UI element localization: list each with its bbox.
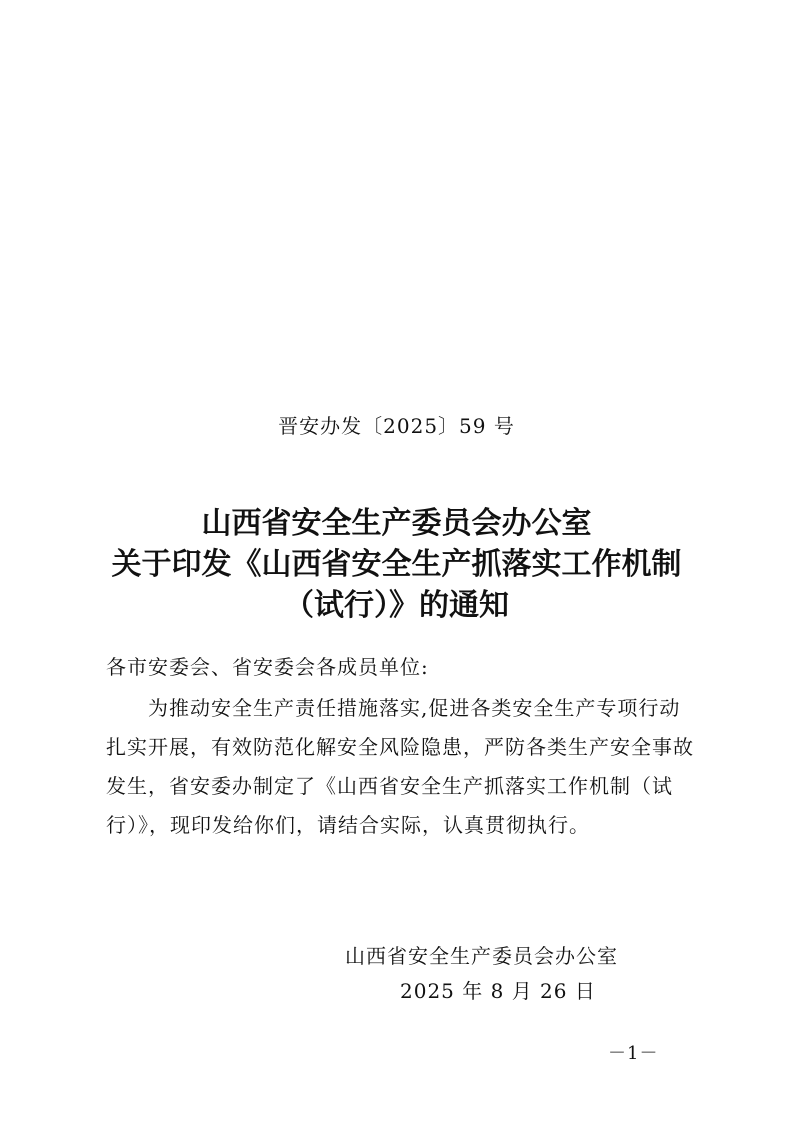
issue-date: 2025 年 8 月 26 日 (400, 979, 596, 1003)
addressee: 各市安委会、省安委会各成员单位: (106, 655, 429, 679)
issuer-signature: 山西省安全生产委员会办公室 (345, 944, 618, 968)
title-line: （试行）》的通知 (284, 588, 509, 623)
body-line: 扎实开展，有效防范化解安全风险隐患，严防各类生产安全事故 (106, 735, 694, 759)
body-line: 发生，省安委办制定了《山西省安全生产抓落实工作机制（试 (106, 774, 673, 798)
body-paragraph (106, 689, 696, 845)
page-number: －1－ (608, 1043, 659, 1064)
title-line: 山西省安全生产委员会办公室 (201, 506, 592, 541)
body-line: 行）》，现印发给你们，请结合实际，认真贯彻执行。 (106, 813, 590, 837)
document-title (0, 503, 793, 626)
body-line: 为推动安全生产责任措施落实,促进各类安全生产专项行动 (148, 696, 681, 720)
document-number: 晋安办发〔2025〕59 号 (278, 414, 515, 438)
title-line: 关于印发《山西省安全生产抓落实工作机制 (111, 547, 682, 582)
